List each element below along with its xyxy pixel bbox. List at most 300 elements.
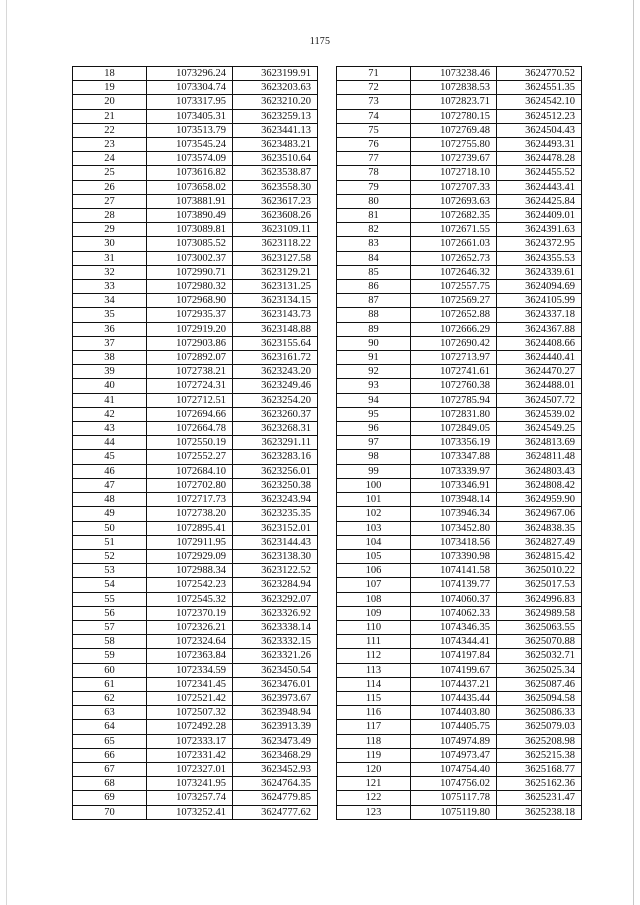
table-row [337, 152, 582, 166]
x-coordinate-cell: 1073356.19 [411, 436, 497, 450]
table-row [337, 635, 582, 649]
point-number-cell: 87 [337, 294, 411, 308]
x-coordinate-cell: 1073948.14 [411, 493, 497, 507]
table-row [73, 393, 318, 407]
table-row [73, 493, 318, 507]
table-row [337, 450, 582, 464]
x-coordinate-cell: 1074062.33 [411, 606, 497, 620]
table-row [337, 620, 582, 634]
x-coordinate-cell: 1072738.21 [147, 365, 233, 379]
x-coordinate-cell: 1072684.10 [147, 464, 233, 478]
table-row [337, 791, 582, 805]
x-coordinate-cell: 1072324.64 [147, 635, 233, 649]
y-coordinate-cell: 3623235.35 [233, 507, 318, 521]
y-coordinate-cell: 3623321.26 [233, 649, 318, 663]
point-number-cell: 46 [73, 464, 147, 478]
x-coordinate-cell: 1072552.27 [147, 450, 233, 464]
table-row [337, 237, 582, 251]
x-coordinate-cell: 1072741.61 [411, 365, 497, 379]
y-coordinate-cell: 3623338.14 [233, 620, 318, 634]
x-coordinate-cell: 1072690.42 [411, 336, 497, 350]
table-row [73, 762, 318, 776]
y-coordinate-cell: 3625010.22 [497, 564, 582, 578]
y-coordinate-cell: 3625162.36 [497, 777, 582, 791]
table-row [337, 294, 582, 308]
y-coordinate-cell: 3624455.52 [497, 166, 582, 180]
y-coordinate-cell: 3623122.52 [233, 564, 318, 578]
y-coordinate-cell: 3623118.22 [233, 237, 318, 251]
point-number-cell: 123 [337, 805, 411, 819]
table-row [73, 422, 318, 436]
table-row [337, 393, 582, 407]
point-number-cell: 84 [337, 251, 411, 265]
point-number-cell: 69 [73, 791, 147, 805]
point-number-cell: 114 [337, 677, 411, 691]
point-number-cell: 83 [337, 237, 411, 251]
point-number-cell: 71 [337, 67, 411, 81]
table-row [337, 194, 582, 208]
point-number-cell: 100 [337, 478, 411, 492]
table-row [73, 578, 318, 592]
point-number-cell: 94 [337, 393, 411, 407]
y-coordinate-cell: 3625017.53 [497, 578, 582, 592]
point-number-cell: 59 [73, 649, 147, 663]
point-number-cell: 103 [337, 521, 411, 535]
point-number-cell: 91 [337, 351, 411, 365]
table-row [73, 549, 318, 563]
point-number-cell: 30 [73, 237, 147, 251]
table-row [337, 478, 582, 492]
x-coordinate-cell: 1073296.24 [147, 67, 233, 81]
point-number-cell: 101 [337, 493, 411, 507]
y-coordinate-cell: 3624967.06 [497, 507, 582, 521]
x-coordinate-cell: 1072664.78 [147, 422, 233, 436]
y-coordinate-cell: 3624813.69 [497, 436, 582, 450]
point-number-cell: 68 [73, 777, 147, 791]
table-row [337, 564, 582, 578]
x-coordinate-cell: 1073347.88 [411, 450, 497, 464]
point-number-cell: 104 [337, 535, 411, 549]
table-row [73, 407, 318, 421]
point-number-cell: 72 [337, 81, 411, 95]
y-coordinate-cell: 3623155.64 [233, 336, 318, 350]
table-row [337, 535, 582, 549]
y-coordinate-cell: 3623473.49 [233, 734, 318, 748]
y-coordinate-cell: 3624478.28 [497, 152, 582, 166]
y-coordinate-cell: 3624470.27 [497, 365, 582, 379]
x-coordinate-cell: 1072988.34 [147, 564, 233, 578]
x-coordinate-cell: 1072492.28 [147, 720, 233, 734]
x-coordinate-cell: 1072849.05 [411, 422, 497, 436]
table-row [337, 379, 582, 393]
y-coordinate-cell: 3623973.67 [233, 691, 318, 705]
y-coordinate-cell: 3624539.02 [497, 407, 582, 421]
table-row [337, 180, 582, 194]
x-coordinate-cell: 1072550.19 [147, 436, 233, 450]
table-row [73, 691, 318, 705]
y-coordinate-cell: 3624549.25 [497, 422, 582, 436]
x-coordinate-cell: 1072929.09 [147, 549, 233, 563]
y-coordinate-cell: 3624815.42 [497, 549, 582, 563]
y-coordinate-cell: 3625070.88 [497, 635, 582, 649]
table-row [73, 123, 318, 137]
y-coordinate-cell: 3625025.34 [497, 663, 582, 677]
x-coordinate-cell: 1072785.94 [411, 393, 497, 407]
x-coordinate-cell: 1073241.95 [147, 777, 233, 791]
point-number-cell: 63 [73, 706, 147, 720]
y-coordinate-cell: 3624440.41 [497, 351, 582, 365]
point-number-cell: 93 [337, 379, 411, 393]
y-coordinate-cell: 3624409.01 [497, 209, 582, 223]
x-coordinate-cell: 1072334.59 [147, 663, 233, 677]
table-row [73, 223, 318, 237]
table-row [337, 578, 582, 592]
x-coordinate-cell: 1073616.82 [147, 166, 233, 180]
table-row [73, 294, 318, 308]
x-coordinate-cell: 1072935.37 [147, 308, 233, 322]
y-coordinate-cell: 3623291.11 [233, 436, 318, 450]
point-number-cell: 25 [73, 166, 147, 180]
y-coordinate-cell: 3623256.01 [233, 464, 318, 478]
point-number-cell: 67 [73, 762, 147, 776]
table-row [73, 138, 318, 152]
point-number-cell: 86 [337, 280, 411, 294]
point-number-cell: 111 [337, 635, 411, 649]
table-row [73, 237, 318, 251]
x-coordinate-cell: 1073304.74 [147, 81, 233, 95]
x-coordinate-cell: 1074756.02 [411, 777, 497, 791]
table-row [337, 734, 582, 748]
x-coordinate-cell: 1073452.80 [411, 521, 497, 535]
point-number-cell: 92 [337, 365, 411, 379]
table-row [337, 81, 582, 95]
coordinate-table-left [72, 66, 318, 820]
table-row [73, 777, 318, 791]
y-coordinate-cell: 3623450.54 [233, 663, 318, 677]
point-number-cell: 109 [337, 606, 411, 620]
x-coordinate-cell: 1074437.21 [411, 677, 497, 691]
table-row [337, 265, 582, 279]
point-number-cell: 79 [337, 180, 411, 194]
y-coordinate-cell: 3623254.20 [233, 393, 318, 407]
page-number: 1175 [309, 36, 331, 47]
x-coordinate-cell: 1073513.79 [147, 123, 233, 137]
x-coordinate-cell: 1073890.49 [147, 209, 233, 223]
y-coordinate-cell: 3623243.94 [233, 493, 318, 507]
x-coordinate-cell: 1074139.77 [411, 578, 497, 592]
table-row [73, 351, 318, 365]
y-coordinate-cell: 3623326.92 [233, 606, 318, 620]
x-coordinate-cell: 1072682.35 [411, 209, 497, 223]
point-number-cell: 47 [73, 478, 147, 492]
x-coordinate-cell: 1073545.24 [147, 138, 233, 152]
point-number-cell: 33 [73, 280, 147, 294]
x-coordinate-cell: 1073346.91 [411, 478, 497, 492]
table-row [337, 762, 582, 776]
point-number-cell: 42 [73, 407, 147, 421]
x-coordinate-cell: 1073881.91 [147, 194, 233, 208]
table-row [73, 95, 318, 109]
y-coordinate-cell: 3624339.61 [497, 265, 582, 279]
x-coordinate-cell: 1072892.07 [147, 351, 233, 365]
x-coordinate-cell: 1072507.32 [147, 706, 233, 720]
point-number-cell: 98 [337, 450, 411, 464]
table-row [73, 649, 318, 663]
table-row [337, 336, 582, 350]
table-row [337, 251, 582, 265]
x-coordinate-cell: 1072646.32 [411, 265, 497, 279]
x-coordinate-cell: 1072831.80 [411, 407, 497, 421]
table-row [73, 521, 318, 535]
point-number-cell: 105 [337, 549, 411, 563]
y-coordinate-cell: 3624803.43 [497, 464, 582, 478]
point-number-cell: 54 [73, 578, 147, 592]
table-row [73, 450, 318, 464]
y-coordinate-cell: 3624488.01 [497, 379, 582, 393]
table-row [337, 365, 582, 379]
point-number-cell: 117 [337, 720, 411, 734]
y-coordinate-cell: 3623260.37 [233, 407, 318, 421]
point-number-cell: 77 [337, 152, 411, 166]
y-coordinate-cell: 3623131.25 [233, 280, 318, 294]
point-number-cell: 102 [337, 507, 411, 521]
x-coordinate-cell: 1072569.27 [411, 294, 497, 308]
y-coordinate-cell: 3624959.90 [497, 493, 582, 507]
y-coordinate-cell: 3624337.18 [497, 308, 582, 322]
point-number-cell: 56 [73, 606, 147, 620]
x-coordinate-cell: 1072895.41 [147, 521, 233, 535]
table-row [337, 322, 582, 336]
point-number-cell: 99 [337, 464, 411, 478]
x-coordinate-cell: 1072545.32 [147, 592, 233, 606]
y-coordinate-cell: 3623510.64 [233, 152, 318, 166]
point-number-cell: 96 [337, 422, 411, 436]
x-coordinate-cell: 1074344.41 [411, 635, 497, 649]
x-coordinate-cell: 1072661.03 [411, 237, 497, 251]
x-coordinate-cell: 1073317.95 [147, 95, 233, 109]
x-coordinate-cell: 1074197.84 [411, 649, 497, 663]
table-row [73, 180, 318, 194]
table-row [337, 123, 582, 137]
x-coordinate-cell: 1072707.33 [411, 180, 497, 194]
y-coordinate-cell: 3624827.49 [497, 535, 582, 549]
table-row [337, 706, 582, 720]
table-row [73, 791, 318, 805]
x-coordinate-cell: 1073257.74 [147, 791, 233, 805]
y-coordinate-cell: 3624989.58 [497, 606, 582, 620]
x-coordinate-cell: 1072724.31 [147, 379, 233, 393]
table-row [337, 549, 582, 563]
y-coordinate-cell: 3625168.77 [497, 762, 582, 776]
x-coordinate-cell: 1072739.67 [411, 152, 497, 166]
table-row [73, 365, 318, 379]
y-coordinate-cell: 3624811.48 [497, 450, 582, 464]
point-number-cell: 40 [73, 379, 147, 393]
x-coordinate-cell: 1074754.40 [411, 762, 497, 776]
x-coordinate-cell: 1073238.46 [411, 67, 497, 81]
table-row [337, 223, 582, 237]
y-coordinate-cell: 3623203.63 [233, 81, 318, 95]
x-coordinate-cell: 1073339.97 [411, 464, 497, 478]
x-coordinate-cell: 1073405.31 [147, 109, 233, 123]
y-coordinate-cell: 3624493.31 [497, 138, 582, 152]
table-row [73, 322, 318, 336]
point-number-cell: 48 [73, 493, 147, 507]
point-number-cell: 121 [337, 777, 411, 791]
point-number-cell: 81 [337, 209, 411, 223]
y-coordinate-cell: 3624425.84 [497, 194, 582, 208]
y-coordinate-cell: 3624507.72 [497, 393, 582, 407]
y-coordinate-cell: 3624996.83 [497, 592, 582, 606]
point-number-cell: 74 [337, 109, 411, 123]
table-row [73, 265, 318, 279]
x-coordinate-cell: 1075117.78 [411, 791, 497, 805]
y-coordinate-cell: 3624443.41 [497, 180, 582, 194]
table-row [337, 138, 582, 152]
table-row [337, 209, 582, 223]
y-coordinate-cell: 3625208.98 [497, 734, 582, 748]
y-coordinate-cell: 3623134.15 [233, 294, 318, 308]
x-coordinate-cell: 1072838.53 [411, 81, 497, 95]
x-coordinate-cell: 1073085.52 [147, 237, 233, 251]
table-row [73, 67, 318, 81]
table-row [73, 663, 318, 677]
table-row [73, 706, 318, 720]
y-coordinate-cell: 3623483.21 [233, 138, 318, 152]
y-coordinate-cell: 3623109.11 [233, 223, 318, 237]
y-coordinate-cell: 3623452.93 [233, 762, 318, 776]
point-number-cell: 75 [337, 123, 411, 137]
table-row [337, 720, 582, 734]
x-coordinate-cell: 1073574.09 [147, 152, 233, 166]
y-coordinate-cell: 3624512.23 [497, 109, 582, 123]
y-coordinate-cell: 3624391.63 [497, 223, 582, 237]
y-coordinate-cell: 3623161.72 [233, 351, 318, 365]
y-coordinate-cell: 3623148.88 [233, 322, 318, 336]
x-coordinate-cell: 1073946.34 [411, 507, 497, 521]
x-coordinate-cell: 1074060.37 [411, 592, 497, 606]
x-coordinate-cell: 1073418.56 [411, 535, 497, 549]
table-row [73, 280, 318, 294]
point-number-cell: 120 [337, 762, 411, 776]
y-coordinate-cell: 3623250.38 [233, 478, 318, 492]
x-coordinate-cell: 1072327.01 [147, 762, 233, 776]
table-row [337, 507, 582, 521]
table-row [337, 109, 582, 123]
y-coordinate-cell: 3623249.46 [233, 379, 318, 393]
y-coordinate-cell: 3623617.23 [233, 194, 318, 208]
table-row [73, 308, 318, 322]
point-number-cell: 32 [73, 265, 147, 279]
table-row [73, 152, 318, 166]
y-coordinate-cell: 3624764.35 [233, 777, 318, 791]
x-coordinate-cell: 1072341.45 [147, 677, 233, 691]
point-number-cell: 62 [73, 691, 147, 705]
table-row [337, 422, 582, 436]
point-number-cell: 52 [73, 549, 147, 563]
point-number-cell: 107 [337, 578, 411, 592]
table-row [73, 620, 318, 634]
y-coordinate-cell: 3624838.35 [497, 521, 582, 535]
x-coordinate-cell: 1074973.47 [411, 748, 497, 762]
x-coordinate-cell: 1074974.89 [411, 734, 497, 748]
x-coordinate-cell: 1072694.66 [147, 407, 233, 421]
x-coordinate-cell: 1072363.84 [147, 649, 233, 663]
x-coordinate-cell: 1072769.48 [411, 123, 497, 137]
x-coordinate-cell: 1072326.21 [147, 620, 233, 634]
x-coordinate-cell: 1072333.17 [147, 734, 233, 748]
point-number-cell: 119 [337, 748, 411, 762]
point-number-cell: 49 [73, 507, 147, 521]
y-coordinate-cell: 3624542.10 [497, 95, 582, 109]
y-coordinate-cell: 3623441.13 [233, 123, 318, 137]
scan-edge-left [6, 0, 7, 905]
coordinate-table-right-body [337, 67, 582, 820]
x-coordinate-cell: 1072331.42 [147, 748, 233, 762]
point-number-cell: 70 [73, 805, 147, 819]
table-row [337, 280, 582, 294]
table-row [73, 535, 318, 549]
point-number-cell: 116 [337, 706, 411, 720]
table-row [73, 194, 318, 208]
y-coordinate-cell: 3623538.87 [233, 166, 318, 180]
point-number-cell: 57 [73, 620, 147, 634]
x-coordinate-cell: 1072370.19 [147, 606, 233, 620]
point-number-cell: 24 [73, 152, 147, 166]
table-row [73, 109, 318, 123]
table-row [337, 436, 582, 450]
x-coordinate-cell: 1072652.73 [411, 251, 497, 265]
x-coordinate-cell: 1072911.95 [147, 535, 233, 549]
x-coordinate-cell: 1075119.80 [411, 805, 497, 819]
y-coordinate-cell: 3624367.88 [497, 322, 582, 336]
point-number-cell: 51 [73, 535, 147, 549]
point-number-cell: 113 [337, 663, 411, 677]
point-number-cell: 85 [337, 265, 411, 279]
table-row [337, 663, 582, 677]
table-row [337, 777, 582, 791]
table-row [337, 67, 582, 81]
x-coordinate-cell: 1072760.38 [411, 379, 497, 393]
point-number-cell: 39 [73, 365, 147, 379]
point-number-cell: 22 [73, 123, 147, 137]
point-number-cell: 89 [337, 322, 411, 336]
point-number-cell: 41 [73, 393, 147, 407]
y-coordinate-cell: 3623948.94 [233, 706, 318, 720]
y-coordinate-cell: 3623468.29 [233, 748, 318, 762]
point-number-cell: 73 [337, 95, 411, 109]
y-coordinate-cell: 3625231.47 [497, 791, 582, 805]
point-number-cell: 122 [337, 791, 411, 805]
table-row [73, 677, 318, 691]
x-coordinate-cell: 1074199.67 [411, 663, 497, 677]
point-number-cell: 50 [73, 521, 147, 535]
point-number-cell: 80 [337, 194, 411, 208]
table-row [73, 436, 318, 450]
table-row [337, 407, 582, 421]
y-coordinate-cell: 3623143.73 [233, 308, 318, 322]
table-row [337, 351, 582, 365]
y-coordinate-cell: 3623199.91 [233, 67, 318, 81]
point-number-cell: 97 [337, 436, 411, 450]
y-coordinate-cell: 3623259.13 [233, 109, 318, 123]
point-number-cell: 112 [337, 649, 411, 663]
point-number-cell: 28 [73, 209, 147, 223]
point-number-cell: 34 [73, 294, 147, 308]
table-row [73, 592, 318, 606]
y-coordinate-cell: 3625079.03 [497, 720, 582, 734]
y-coordinate-cell: 3623144.43 [233, 535, 318, 549]
